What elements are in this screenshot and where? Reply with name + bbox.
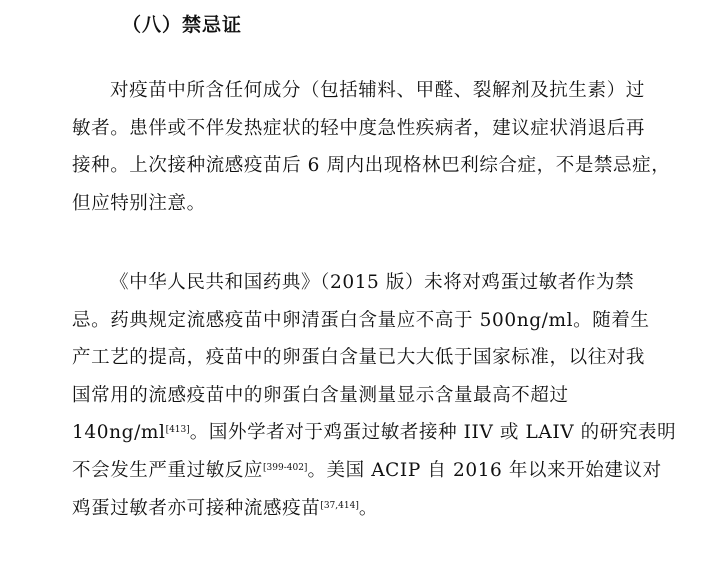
citation-37-414: [37,414] [320,501,359,511]
paragraph2-line4: 国常用的流感疫苗中的卵蛋白含量测量显示含量最高不超过 [72,385,569,406]
citation-413: [413] [165,425,190,435]
paragraph1-line4: 但应特别注意。 [72,193,206,214]
paragraph2-line5 [72,421,676,445]
line5-text-b: 。国外学者对于鸡蛋过敏者接种 IIV 或 LAIV 的研究表明 [189,422,677,443]
paragraph2-line1: 《中华人民共和国药典》（2015 版）未将对鸡蛋过敏者作为禁 [110,272,635,293]
paragraph2-line3: 产工艺的提高，疫苗中的卵蛋白含量已大大低于国家标准，以往对我 [72,347,646,368]
citation-399-402: [399-402] [263,463,308,473]
line7-text-a: 鸡蛋过敏者亦可接种流感疫苗 [72,498,321,519]
paragraph1-line1: 对疫苗中所含任何成分（包括辅料、甲醛、裂解剂及抗生素）过 [110,80,645,101]
line6-text-a: 不会发生严重过敏反应 [72,460,264,481]
paragraph1-line3: 接种。上次接种流感疫苗后 6 周内出现格林巴利综合症，不是禁忌症， [72,155,671,176]
paragraph1-line2: 敏者。患伴或不伴发热症状的轻中度急性疾病者，建议症状消退后再 [72,118,646,139]
paragraph2-line7 [72,497,378,521]
paragraph2-line6 [72,459,662,483]
line6-text-b: 。美国 ACIP 自 2016 年以来开始建议对 [307,460,662,481]
paragraph2-line2: 忌。药典规定流感疫苗中卵清蛋白含量应不高于 500ng/ml。随着生 [72,310,650,331]
line5-text-a: 140ng/ml [72,422,166,443]
line7-text-b: 。 [358,498,378,519]
section-heading: （八）禁忌证 [122,14,243,36]
